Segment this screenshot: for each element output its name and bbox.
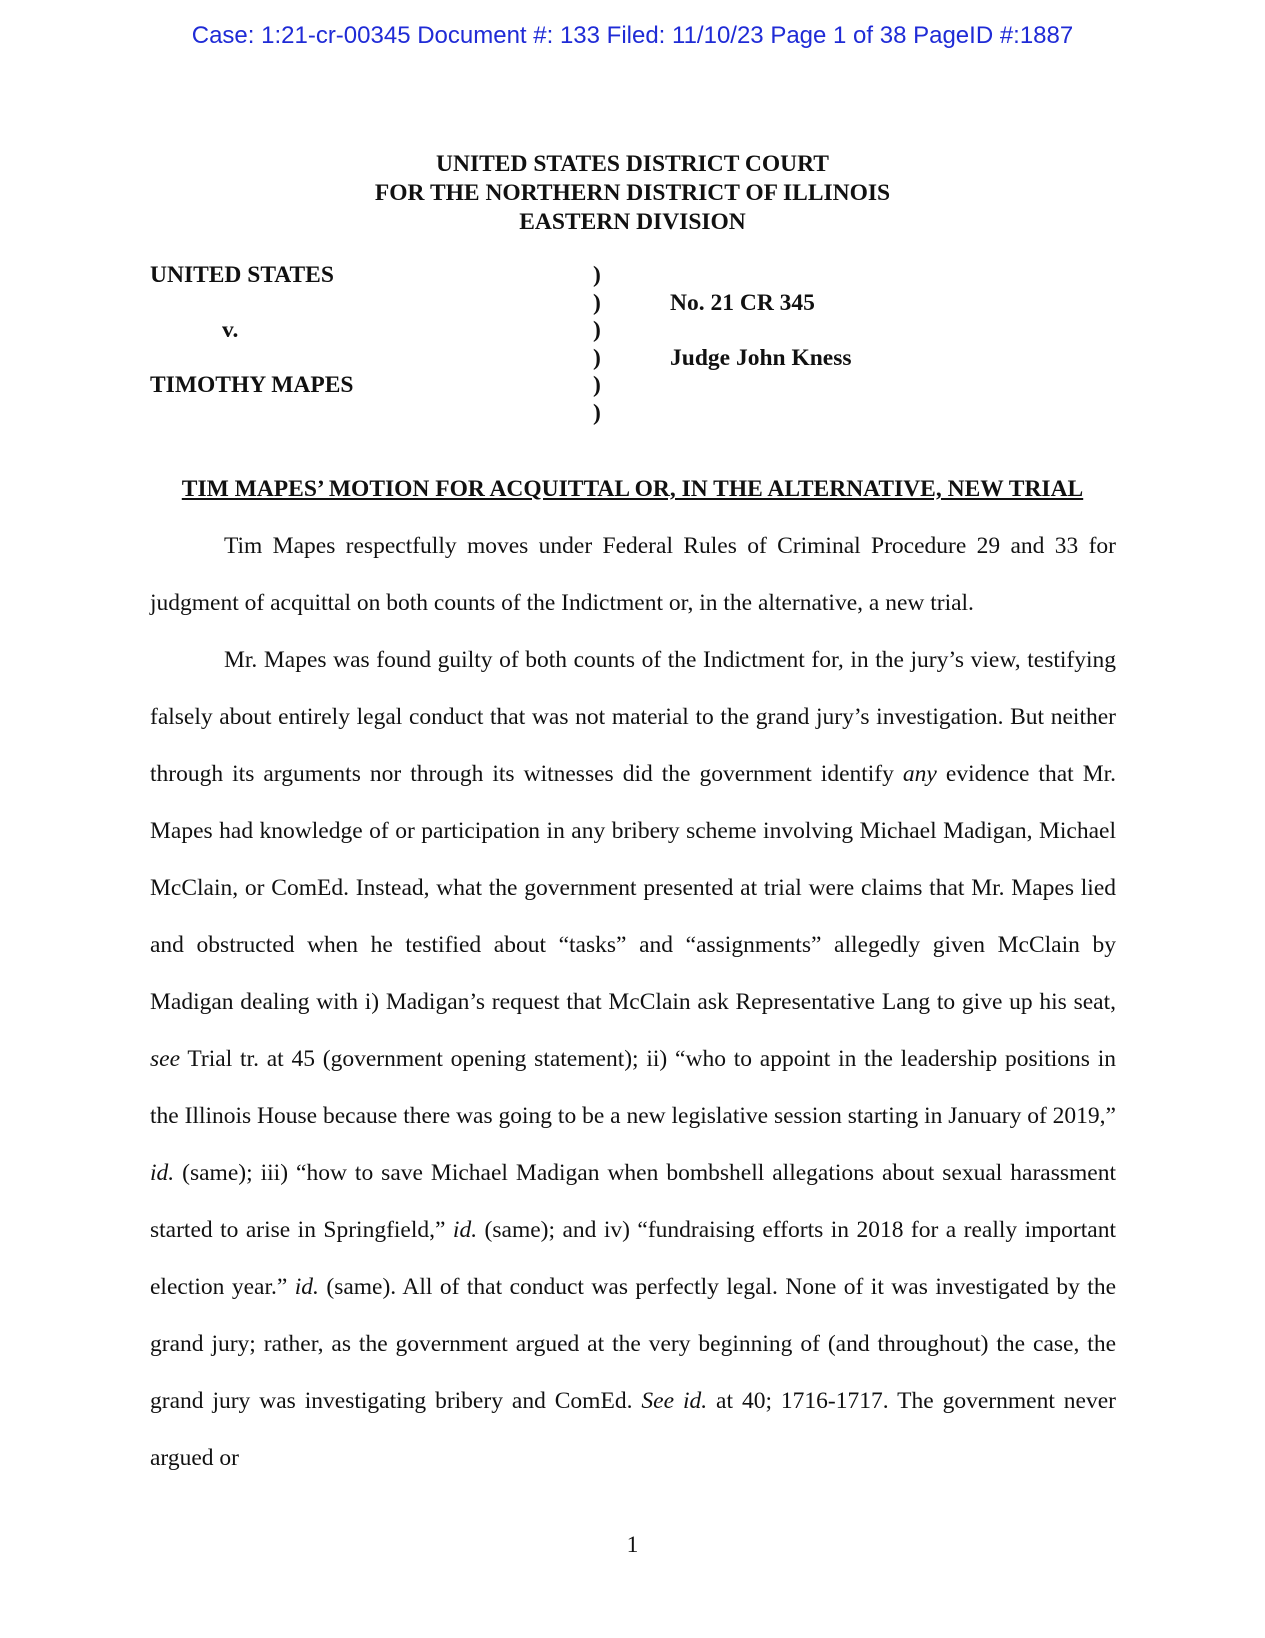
emphasis: See id. [641,1388,708,1414]
court-division: EASTERN DIVISION [519,209,746,235]
court-heading [0,150,1265,237]
plaintiff-name: UNITED STATES [150,262,334,288]
emphasis: any [902,761,937,787]
case-number: No. 21 CR 345 [670,290,815,316]
emphasis: id. [452,1217,478,1243]
defendant-name: TIMOTHY MAPES [150,372,354,398]
motion-body [150,518,1116,1487]
paragraph-argument [150,632,1116,1487]
caption-paren: ) [593,262,601,288]
text-run: at 40; 1716-1717. The government never argued or [150,1388,1116,1471]
caption-paren: ) [593,400,601,426]
emphasis: id. [294,1274,319,1300]
court-name: UNITED STATES DISTRICT COURT [436,151,829,177]
caption-paren: ) [593,345,601,371]
page-number: 1 [626,1532,639,1558]
emphasis: id. [150,1160,175,1186]
caption-paren: ) [593,317,601,343]
text-run: evidence that Mr. Mapes had knowledge of or participation in any bribery scheme involving Michael Madigan, Michael McClain, or ComEd. Instead, what the government presented at trial were claims that Mr. Mapes lied and obstructed when he testified about “tasks” and “assignments” allegedly given McClain by Madigan dealing with i) Madigan’s request that McClain ask Representative Lang to give up his seat, [150,761,1116,1015]
caption-paren: ) [593,372,601,398]
emphasis: see [150,1046,181,1072]
text-run: (same); iii) “how to save Michael Madigan when bombshell allegations about sexual harassment started to arise in Springfield,” [150,1160,1116,1243]
versus-label: v. [222,317,239,343]
case-caption [0,262,1265,442]
motion-title: TIM MAPES’ MOTION FOR ACQUITTAL OR, IN THE ALTERNATIVE, NEW TRIAL [181,476,1084,502]
text-run: Trial tr. at 45 (government opening statement); ii) “who to appoint in the leadership positions in the Illinois House because there was going to be a new legislative session starting in January of 2019,” [150,1046,1116,1129]
text-run: Mr. Mapes was found guilty of both counts of the Indictment for, in the jury’s view, testifying falsely about entirely legal conduct that was not material to the grand jury’s investigation. But neither through its arguments nor through its witnesses did the government identify [150,647,1116,787]
text-run: (same). All of that conduct was perfectly legal. None of it was investigated by the grand jury; rather, as the government argued at the very beginning of (and throughout) the case, the grand jury was investigating bribery and ComEd. [150,1274,1116,1414]
caption-paren: ) [593,290,601,316]
court-district: FOR THE NORTHERN DISTRICT OF ILLINOIS [374,180,891,206]
text-run: (same); and iv) “fundraising efforts in 2018 for a really important election year.” [150,1217,1116,1300]
judge-name: Judge John Kness [670,345,852,371]
filing-stamp-header: Case: 1:21-cr-00345 Document #: 133 Filed: 11/10/23 Page 1 of 38 PageID #:1887 [191,22,1074,49]
paragraph-intro: Tim Mapes respectfully moves under Federal Rules of Criminal Procedure 29 and 33 for judgment of acquittal on both counts of the Indictment or, in the alternative, a new trial. [150,533,1116,616]
